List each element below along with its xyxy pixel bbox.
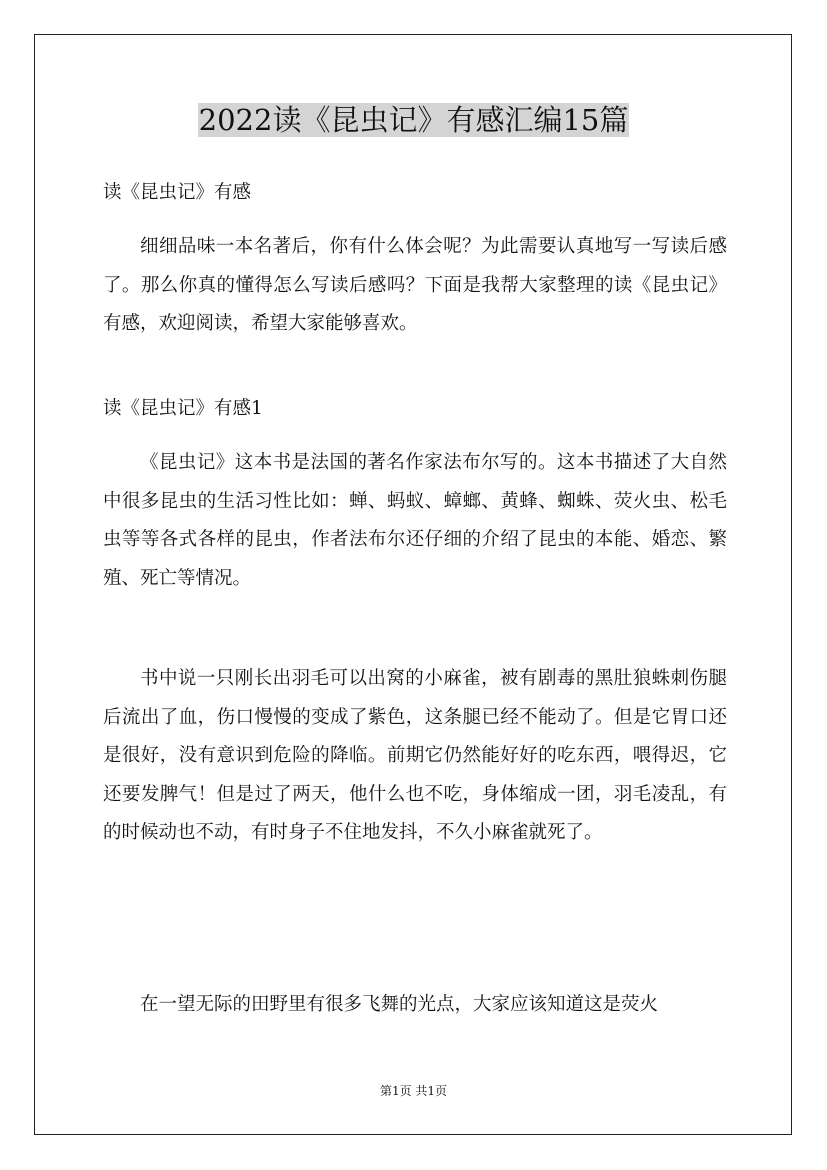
document-title-text: 2022读《昆虫记》有感汇编15篇 (198, 103, 629, 137)
page-footer: 第1页 共1页 (379, 1084, 448, 1098)
body-paragraph-1: 《昆虫记》这本书是法国的著名作家法布尔写的。这本书描述了大自然中很多昆虫的生活习性比如：蝉、蚂蚁、蟑螂、黄蜂、蜘蛛、荧火虫、松毛虫等等各式各样的昆虫，作者法布尔还仔细的介绍了昆虫的本能、婚恋、繁殖、死亡等情况。 (103, 452, 727, 589)
section-heading: 读《昆虫记》有感1 (103, 398, 263, 419)
document-title (0, 96, 827, 144)
body-paragraph-3: 在一望无际的田野里有很多飞舞的光点，大家应该知道这是荧火 (140, 994, 659, 1015)
body-paragraph-2: 书中说一只刚长出羽毛可以出窝的小麻雀，被有剧毒的黑肚狼蛛刺伤腿后流出了血，伤口慢慢的变成了紫色，这条腿已经不能动了。但是它胃口还是很好，没有意识到危险的降临。前期它仍然能好好的吃东西，喂得迟，它还要发脾气！但是过了两天，他什么也不吃，身体缩成一团，羽毛凌乱，有的时候动也不动，有时身子不住地发抖，不久小麻雀就死了。 (103, 668, 727, 843)
intro-paragraph: 细细品味一本名著后，你有什么体会呢？为此需要认真地写一写读后感了。那么你真的懂得怎么写读后感吗？下面是我帮大家整理的读《昆虫记》有感，欢迎阅读，希望大家能够喜欢。 (103, 236, 727, 334)
heading: 读《昆虫记》有感 (103, 182, 252, 203)
